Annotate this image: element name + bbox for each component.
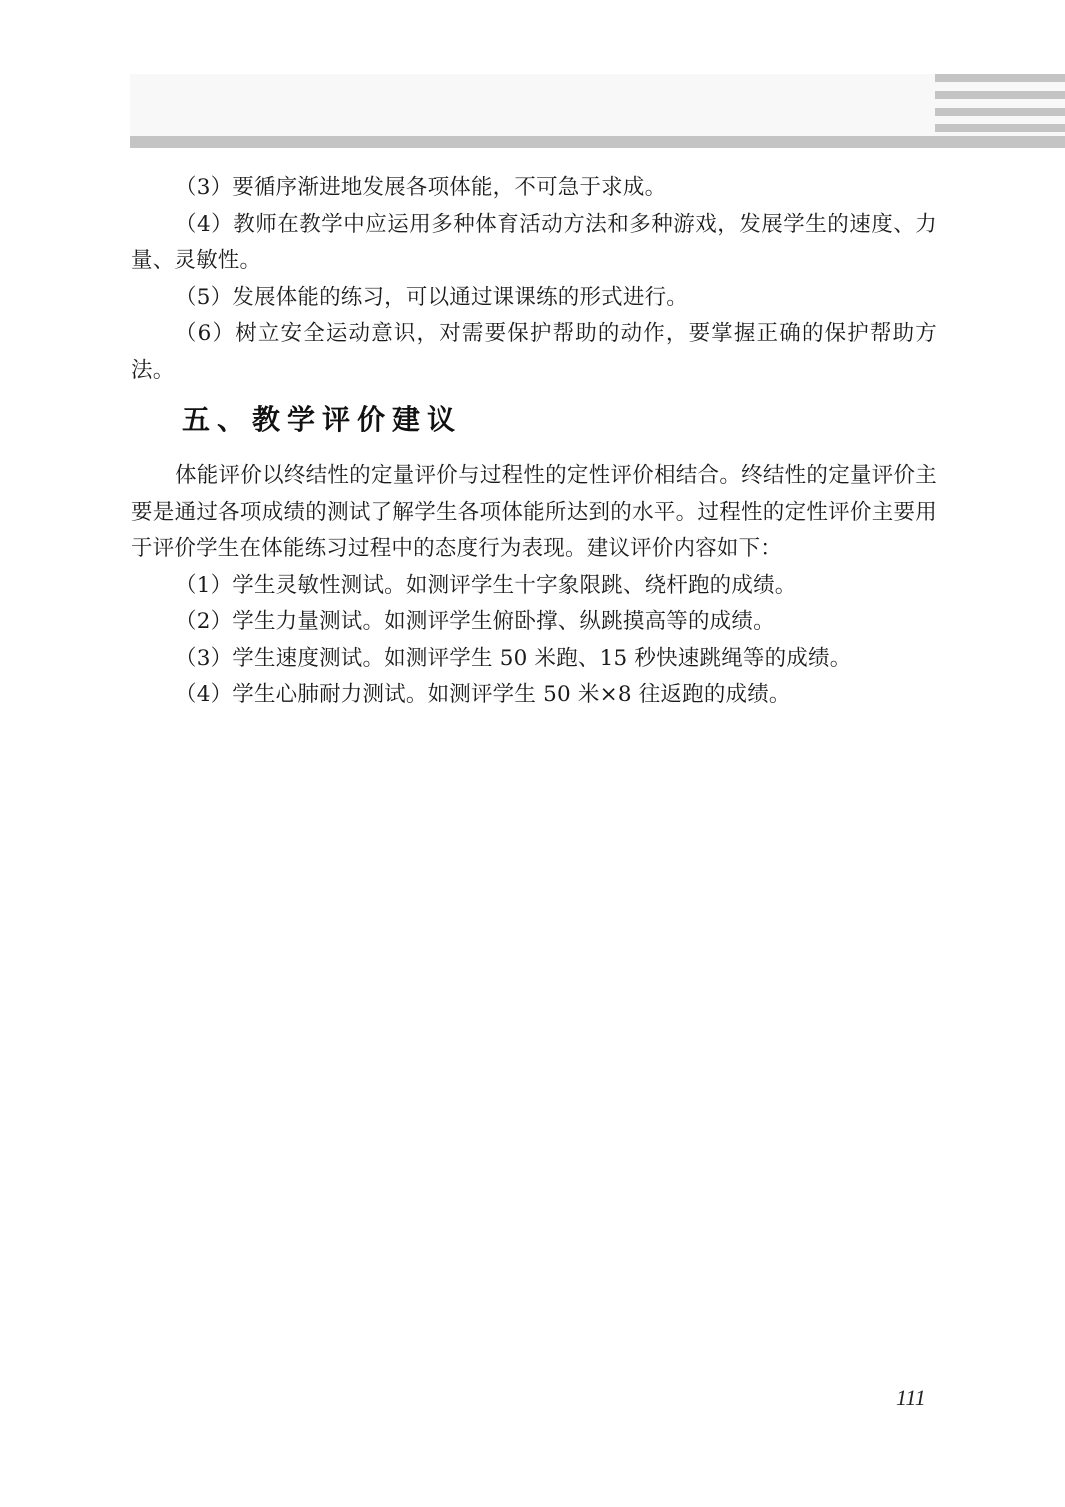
paragraph-item-5: （5）发展体能的练习，可以通过课课练的形式进行。	[175, 284, 688, 310]
evaluation-item-1: （1）学生灵敏性测试。如测评学生十字象限跳、绕杆跑的成绩。	[175, 572, 797, 598]
paragraph-item-4: （4）教师在教学中应运用多种体育活动方法和多种游戏，发展学生的速度、力量、灵敏性。	[131, 211, 937, 273]
paragraph-item-6: （6）树立安全运动意识，对需要保护帮助的动作，要掌握正确的保护帮助方法。	[131, 321, 937, 383]
evaluation-intro-paragraph: 体能评价以终结性的定量评价与过程性的定性评价相结合。终结性的定量评价主要是通过各项成绩的测试了解学生各项体能所达到的水平。过程性的定性评价主要用于评价学生在体能练习过程中的态度行为表现。建议评价内容如下：	[131, 463, 937, 561]
page-number: 111	[896, 1385, 926, 1410]
paragraph-item-3: （3）要循序渐进地发展各项体能，不可急于求成。	[175, 175, 667, 200]
top-paragraphs	[131, 170, 937, 389]
evaluation-item-4: （4）学生心肺耐力测试。如测评学生 50 米×8 往返跑的成绩。	[175, 682, 791, 707]
header-stripes-decoration	[935, 74, 1065, 136]
evaluation-item-3: （3）学生速度测试。如测评学生 50 米跑、15 秒快速跳绳等的成绩。	[175, 645, 852, 671]
header-rule	[130, 136, 1065, 148]
running-header-band	[130, 74, 1065, 136]
section-heading: 五、教学评价建议	[182, 403, 463, 436]
bottom-paragraphs	[131, 458, 937, 714]
evaluation-item-2: （2）学生力量测试。如测评学生俯卧撑、纵跳摸高等的成绩。	[175, 609, 775, 634]
